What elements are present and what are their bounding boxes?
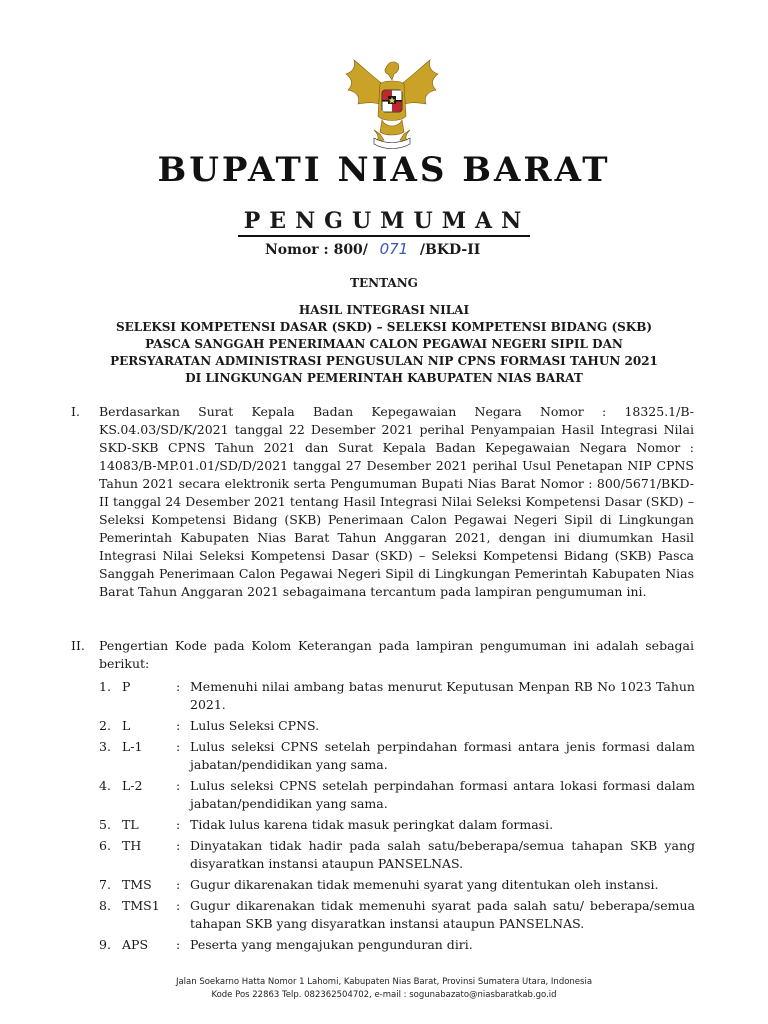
item-colon: :	[176, 778, 181, 793]
announcement-title-text: PENGUMUMAN	[238, 208, 530, 237]
item-description: Lulus seleksi CPNS setelah perpindahan formasi antara lokasi formasi dalam jabatan/pendidikan yang sama.	[190, 778, 695, 811]
section-text: Berdasarkan Surat Kepala Badan Kepegawaian Negara Nomor : 18325.1/B-KS.04.03/SD/K/2021 tanggal 22 Desember 2021 perihal Penyampaian Hasil Integrasi Nilai SKD-SKB CPNS Tahun 2021 dan Surat Kepala Badan Kepegawaian Negara Nomor : 14083/B-MP.01.01/SD/D/2021 tanggal 27 Desember 2021 perihal Usul Penetapan NIP CPNS Tahun 2021 secara elektronik serta Pengumuman Bupati Nias Barat Nomor : 800/5671/BKD-II tanggal 24 Desember 2021 tentang Hasil Integrasi Nilai Seleksi Kompetensi Dasar (SKD) – Seleksi Kompetensi Bidang (SKB) Penerimaan Calon Pegawai Negeri Sipil di Lingkungan Pemerintah Kabupaten Nias Barat Tahun Anggaran 2021, dengan ini diumumkan Hasil Integrasi Nilai Seleksi Kompetensi Dasar (SKD) – Seleksi Kompetensi Bidang (SKB) Pasca Sanggah Penerimaan Calon Pegawai Negeri Sipil di Lingkungan Pemerintah Kabupaten Nias Barat Tahun Anggaran 2021 sebagaimana tercantum pada lampiran pengumuman ini.	[99, 404, 694, 599]
item-number: 5.	[99, 817, 111, 832]
item-code: L-2	[122, 778, 143, 793]
code-list	[0, 678, 768, 957]
item-number: 3.	[99, 739, 111, 754]
item-description: Dinyatakan tidak hadir pada salah satu/beberapa/semua tahapan SKB yang disyaratkan instansi ataupun PANSELNAS.	[190, 838, 695, 871]
list-item	[0, 837, 768, 873]
subject-line: HASIL INTEGRASI NILAI	[298, 303, 470, 317]
list-item	[0, 897, 768, 933]
garuda-emblem-icon	[344, 58, 440, 150]
item-number: 2.	[99, 718, 111, 733]
item-description: Lulus seleksi CPNS setelah perpindahan formasi antara jenis formasi dalam jabatan/pendidikan yang sama.	[190, 739, 695, 772]
item-description: Lulus Seleksi CPNS.	[190, 718, 320, 733]
section-number: I.	[71, 404, 80, 419]
number-suffix: /BKD-II	[419, 242, 481, 258]
item-description: Gugur dikarenakan tidak memenuhi syarat pada salah satu/ beberapa/semua tahapan SKB yang disyaratkan instansi ataupun PANSELNAS.	[190, 898, 695, 931]
section-text: Pengertian Kode pada Kolom Keterangan pada lampiran pengumuman ini adalah sebagai berikut:	[99, 638, 694, 671]
item-number: 4.	[99, 778, 111, 793]
number-prefix: Nomor : 800/	[265, 242, 368, 258]
item-colon: :	[176, 739, 181, 754]
government-title: BUPATI NIAS BARAT	[157, 150, 611, 190]
list-item	[0, 876, 768, 894]
item-colon: :	[176, 679, 181, 694]
item-colon: :	[176, 937, 181, 952]
item-description: Peserta yang mengajukan pengunduran diri.	[190, 937, 473, 952]
subject-line: DI LINGKUNGAN PEMERINTAH KABUPATEN NIAS BARAT	[185, 371, 583, 385]
item-code: L	[122, 718, 131, 733]
subject-label: TENTANG	[350, 276, 418, 290]
item-number: 6.	[99, 838, 111, 853]
item-number: 9.	[99, 937, 111, 952]
item-colon: :	[176, 898, 181, 913]
item-code: TL	[122, 817, 139, 832]
item-colon: :	[176, 877, 181, 892]
item-number: 1.	[99, 679, 111, 694]
item-description: Gugur dikarenakan tidak memenuhi syarat yang ditentukan oleh instansi.	[190, 877, 659, 892]
subject-line: PASCA SANGGAH PENERIMAAN CALON PEGAWAI NEGERI SIPIL DAN	[145, 337, 623, 351]
item-code: L-1	[122, 739, 143, 754]
item-colon: :	[176, 838, 181, 853]
handwritten-number: 071	[379, 240, 409, 258]
item-code: APS	[122, 937, 149, 952]
subject-block	[0, 302, 768, 387]
footer-contact: Kode Pos 22863 Telp. 082362504702, e-mail : sogunabazato@niasbaratkab.go.id	[211, 990, 557, 1000]
subject-line: SELEKSI KOMPETENSI DASAR (SKD) – SELEKSI KOMPETENSI BIDANG (SKB)	[115, 320, 653, 334]
item-code: TMS1	[122, 898, 160, 913]
item-code: TMS	[122, 877, 152, 892]
list-item	[0, 816, 768, 834]
item-colon: :	[176, 817, 181, 832]
list-item	[0, 777, 768, 813]
list-item	[0, 717, 768, 735]
item-number: 8.	[99, 898, 111, 913]
list-item	[0, 936, 768, 954]
list-item	[0, 678, 768, 714]
section-number: II.	[71, 638, 85, 653]
document-number	[265, 240, 480, 258]
item-code: TH	[122, 838, 142, 853]
item-code: P	[122, 679, 131, 694]
item-description: Memenuhi nilai ambang batas menurut Keputusan Menpan RB No 1023 Tahun 2021.	[190, 679, 695, 712]
list-item	[0, 738, 768, 774]
announcement-title	[0, 208, 768, 234]
item-description: Tidak lulus karena tidak masuk peringkat dalam formasi.	[190, 817, 554, 832]
letterhead-footer	[0, 976, 768, 1002]
subject-line: PERSYARATAN ADMINISTRASI PENGUSULAN NIP CPNS FORMASI TAHUN 2021	[110, 354, 658, 368]
footer-address: Jalan Soekarno Hatta Nomor 1 Lahomi, Kabupaten Nias Barat, Provinsi Sumatera Utara, Indonesia	[175, 977, 593, 987]
item-colon: :	[176, 718, 181, 733]
item-number: 7.	[99, 877, 111, 892]
